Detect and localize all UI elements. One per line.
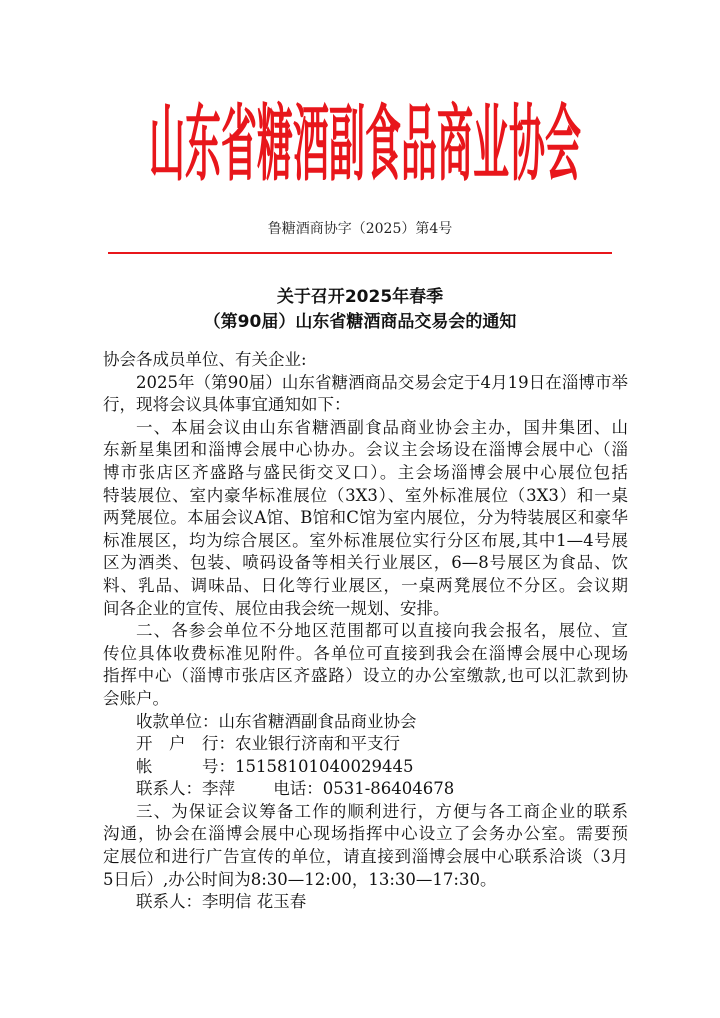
body-line: 特装展位、室内豪华标准展位（3X3）、室外标准展位（3X3）和一桌 <box>103 485 628 505</box>
body-line: 一、本届会议由山东省糖酒副食品商业协会主办，国井集团、山 <box>136 417 628 437</box>
body-line: 博市张店区齐盛路与盛民街交叉口）。主会场淄博会展中心展位包括 <box>103 462 628 482</box>
body-line: 标准展区，均为综合展区。室外标准展位实行分区布展,其中1—4号展 <box>103 530 628 550</box>
body-line: 协会各成员单位、有关企业: <box>103 350 307 369</box>
body-line: 帐 号：15158101040029445 <box>136 756 414 776</box>
body-line: 沟通，协会在淄博会展中心现场指挥中心设立了会务办公室。需要预 <box>103 824 628 844</box>
body-line: 料、乳品、调味品、日化等行业展区，一桌两凳展位不分区。会议期 <box>103 575 628 595</box>
body-line: 会账户。 <box>103 688 169 708</box>
body-line: 联系人：李明信 花玉春 <box>136 892 307 912</box>
body-line: 2025年（第90届）山东省糖酒商品交易会定于4月19日在淄博市举 <box>136 372 628 392</box>
body-line: 间各企业的宣传、展位由我会统一规划、安排。 <box>103 598 450 618</box>
body-line: 指挥中心（淄博市张店区齐盛路）设立的办公室缴款,也可以汇款到协 <box>103 666 628 686</box>
document-number: 鲁糖酒商协字（2025）第4号 <box>267 221 453 237</box>
body-line: 区为酒类、包装、喷码设备等相关行业展区，6—8号展区为食品、饮 <box>103 553 628 573</box>
body-line: 开 户 行：农业银行济南和平支行 <box>136 734 400 754</box>
notice-title-line1: 关于召开2025年春季 <box>276 287 444 307</box>
body-line: 收款单位：山东省糖酒副食品商业协会 <box>136 711 417 731</box>
body-line: 联系人：李萍 电话：0531-86404678 <box>136 779 455 799</box>
body-line: 行，现将会议具体事宜通知如下： <box>103 395 351 415</box>
notice-body <box>103 349 628 914</box>
body-line: 传位具体收费标准见附件。各单位可直接到我会在淄博会展中心现场 <box>103 643 628 663</box>
red-divider <box>108 252 612 254</box>
body-line: 二、各参会单位不分地区范围都可以直接向我会报名，展位、宣 <box>136 621 628 641</box>
body-line: 三、为保证会议筹备工作的顺利进行，方便与各工商企业的联系 <box>136 801 628 821</box>
body-line: 东新星集团和淄博会展中心协办。会议主会场设在淄博会展中心（淄 <box>103 440 628 460</box>
body-line: 两凳展位。本届会议A馆、B馆和C馆为室内展位，分为特装展区和豪华 <box>103 508 628 528</box>
body-line: 定展位和进行广告宣传的单位，请直接到淄博会展中心联系洽谈（3月 <box>103 847 628 867</box>
notice-title-line2: （第90届）山东省糖酒商品交易会的通知 <box>203 312 517 332</box>
organization-letterhead: 山东省糖酒副食品商业协会 <box>148 99 581 194</box>
body-line: 5日后）,办公时间为8:30—12:00，13:30—17:30。 <box>103 869 497 889</box>
